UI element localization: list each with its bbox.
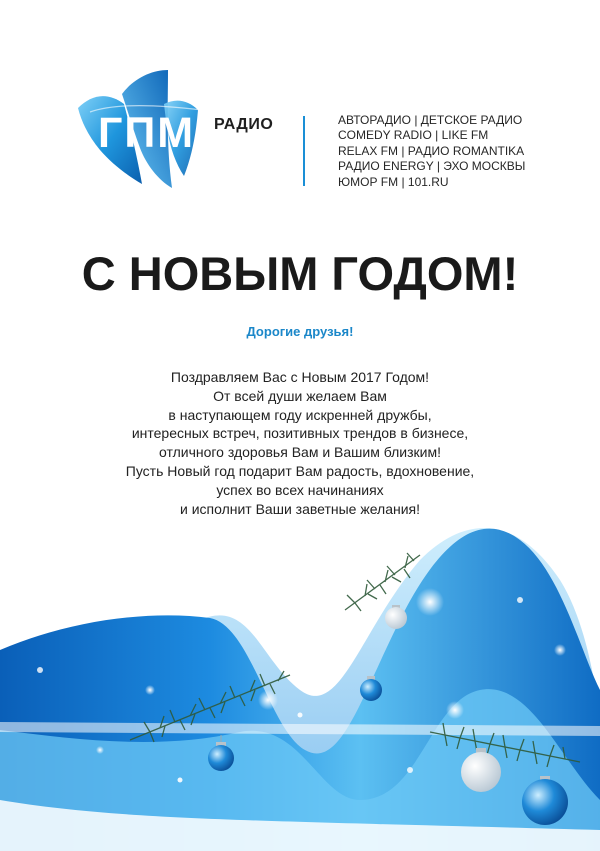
header-divider	[303, 116, 305, 186]
text-line: интересных встреч, позитивных трендов в бизнесе,	[131, 425, 469, 442]
station-line: COMEDY RADIO | LIKE FM	[338, 128, 489, 143]
headline: С НОВЫМ ГОДОМ!	[81, 247, 519, 300]
text-line: в наступающем году искренней дружбы,	[168, 406, 432, 423]
text-line: отличного здоровья Вам и Вашим близким!	[159, 444, 441, 461]
text-line: и исполнит Ваши заветные желания!	[179, 500, 421, 517]
text-line: успех во всех начинаниях	[216, 481, 384, 498]
text-line: От всей души желаем Вам	[213, 387, 387, 404]
text-line: Пусть Новый год подарит Вам радость, вдохновение,	[125, 462, 475, 479]
station-line: RELAX FM | РАДИО ROMANTIKA	[338, 143, 525, 158]
station-line: РАДИО ENERGY | ЭХО МОСКВЫ	[338, 159, 526, 174]
station-line: АВТОРАДИО | ДЕТСКОЕ РАДИО	[338, 113, 523, 127]
congratulation-text	[0, 368, 600, 518]
station-line: ЮМОР FM | 101.RU	[338, 174, 449, 189]
holiday-wave-decoration	[0, 500, 600, 851]
station-list	[338, 113, 525, 190]
greeting: Дорогие друзья!	[246, 324, 354, 339]
logo-brand-text: ГПМ	[98, 109, 196, 157]
text-line: Поздравляем Вас с Новым 2017 Годом!	[170, 369, 430, 385]
logo-sub-text: РАДИО	[214, 116, 274, 133]
